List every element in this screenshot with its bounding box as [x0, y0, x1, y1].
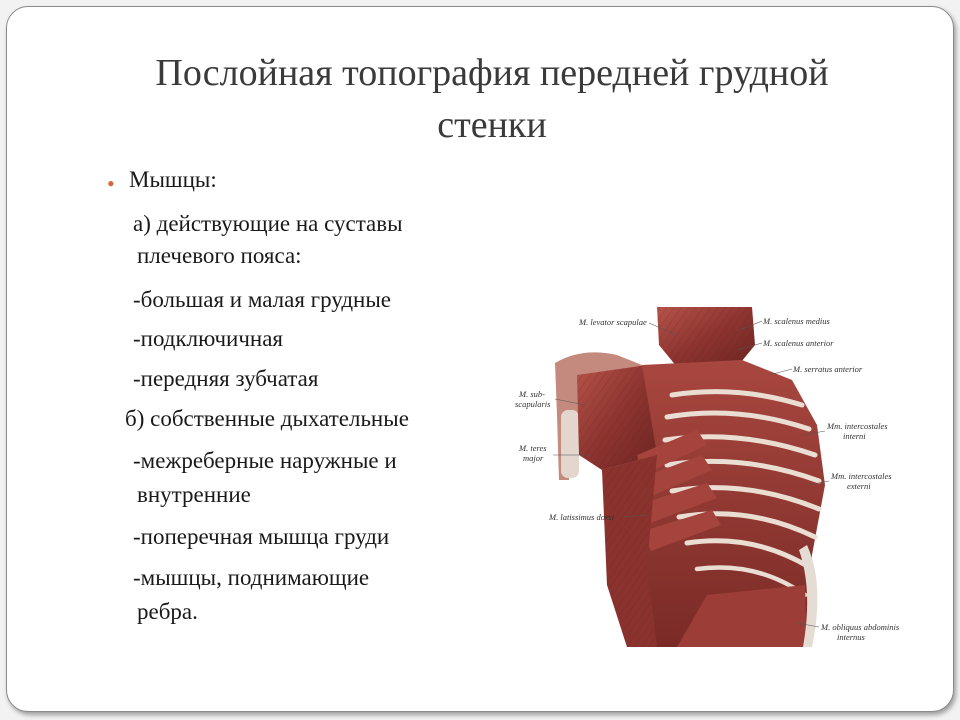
anatomy-figure [507, 305, 907, 647]
title-line-2: стенки [437, 104, 547, 146]
label-serratus-anterior: M. serratus anterior [793, 364, 863, 374]
humerus-bone-shape [561, 410, 579, 478]
label-levator-scapulae: M. levator scapulae [579, 317, 647, 327]
list-item: -подключичная [133, 326, 284, 351]
label-teres-major-2: major [523, 453, 544, 463]
label-latissimus-dorsi: M. latissimus dorsi [549, 512, 614, 522]
list-item: а) действующие на суставы [133, 211, 403, 236]
label-intercostales-interni-1: Mm. intercostales [827, 421, 888, 431]
label-teres-major-1: M. teres [519, 443, 547, 453]
slide [6, 6, 954, 712]
title-line-1: Послойная топография передней грудной [155, 52, 829, 94]
list-item: б) собственные дыхательные [125, 406, 409, 431]
list-item: -мышцы, поднимающие [133, 565, 370, 590]
label-scalenus-anterior: M. scalenus anterior [763, 338, 834, 348]
list-item: ребра. [137, 599, 198, 624]
bullet-dot-icon: • [107, 171, 115, 196]
label-obliquus-2: internus [837, 632, 865, 642]
list-item: -поперечная мышца груди [133, 524, 390, 549]
label-subscapularis-2: scapularis [515, 399, 551, 409]
slide-body [107, 167, 487, 624]
list-item: -передняя зубчатая [133, 366, 319, 391]
label-obliquus-1: M. obliquus abdominis [821, 622, 900, 632]
label-scalenus-medius: M. scalenus medius [763, 316, 830, 326]
label-intercostales-externi-2: externi [847, 481, 871, 491]
list-item: внутренние [137, 482, 251, 507]
bullet-label: Мышцы: [129, 167, 217, 192]
slide-title [67, 47, 917, 151]
label-subscapularis-1: M. sub- [519, 389, 545, 399]
bullet-item-muscles [107, 167, 487, 201]
label-intercostales-interni-2: interni [843, 431, 866, 441]
label-intercostales-externi-1: Mm. intercostales [831, 471, 892, 481]
list-item: плечевого пояса: [137, 243, 302, 268]
list-item: -межреберные наружные и [133, 448, 397, 473]
list-item: -большая и малая грудные [133, 287, 392, 312]
chest-wall-muscles-illustration [507, 305, 907, 647]
